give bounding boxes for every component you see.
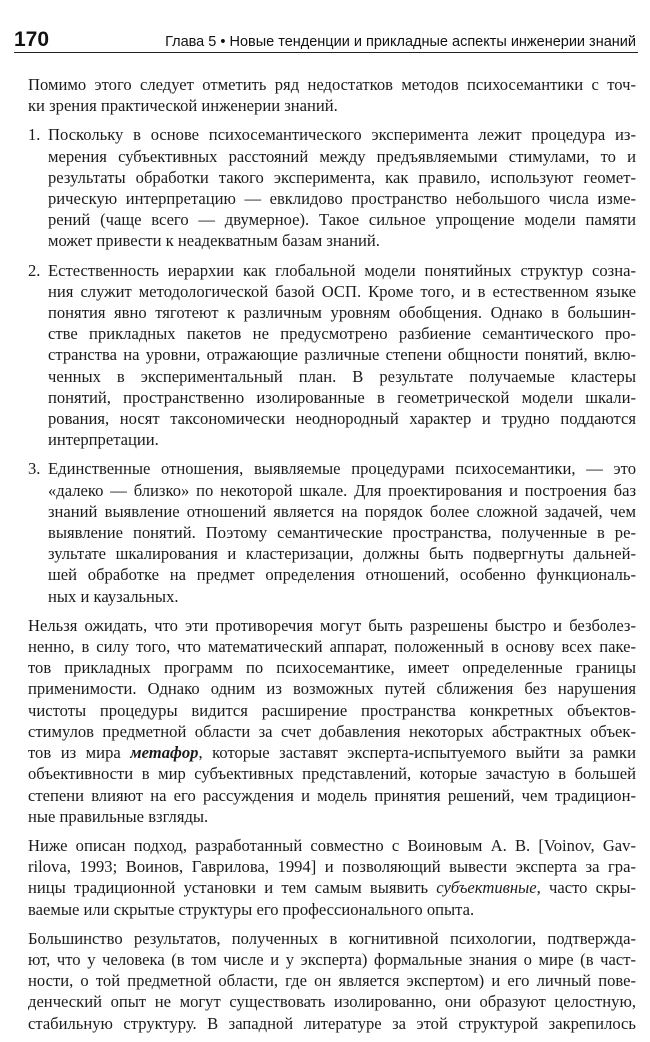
emphasis-term: метафор [130,743,199,763]
text-line: стимулов предметной области за счет добавления некоторых абстрактных объек- [28,721,636,741]
text-line: ности, о той предметной области, где он является экспертом) и его личный пове- [28,971,636,991]
text-line: Поскольку в основе психосемантического эксперимента лежит процедура из- [48,125,636,145]
text-line: ют, что у человека (в том числе и у эксперта) формальные знания о мире (в част- [28,949,636,969]
text-line: может привести к неадекватным базам знаний. [48,231,380,251]
text-line: рений (чаще всего — двумерное). Такое сильное упрощение модели памяти [48,210,636,230]
text-line: Большинство результатов, полученных в когнитивной психологии, подтвержда- [28,928,636,948]
emphasis-term: субъективные [436,878,537,898]
text-line: знаний выявление отношений является на порядок более сложной задачей, чем [48,501,636,521]
text-fragment: ницы традиционной установки и тем самым выявить [28,878,437,898]
running-title: Глава 5 • Новые тенденции и прикладные аспекты инженерии знаний [165,34,636,50]
text-line: стве прикладных пакетов не предусмотрено разбиение семантического про- [48,324,636,344]
text-line: рования, носят таксономически неоднородный характер и трудно поддаются [48,409,636,429]
text-line: Ниже описан подход, разработанный совместно с Воиновым А. В. [Voinov, Gav- [28,835,636,855]
text-fragment: , которые заставят эксперта-испытуемого выйти за рамки [198,743,636,763]
text-line: применимости. Однако одним из возможных путей сближения без нарушения [28,679,636,699]
text-line: «далеко — близко» по некоторой шкале. Для проектирования и построения баз [48,480,636,500]
voinov-paragraph [28,835,636,920]
text-line: ния служит методологической базой ОСП. Кроме того, и в естественном языке [48,281,636,301]
text-line: ненно, в силу того, что математический аппарат, положенный в основу всех паке- [28,637,636,657]
metaphor-paragraph [28,615,636,827]
body-text [28,74,636,1042]
text-line: понятия явно тяготеют к различным уровням обобщения. Однако в большин- [48,303,636,323]
text-line: Помимо этого следует отметить ряд недостатков методов психосемантики с точ- [28,75,636,94]
text-fragment: тов из мира [28,743,131,763]
text-line: результаты обработки такого эксперимента, как правило, используют геомет- [48,167,636,187]
text-line [28,742,636,763]
text-line: шей обработке на предмет определения отношений, особенно функциональ- [48,565,636,585]
text-line: тов прикладных программ по психосемантике, имеет определенные границы [28,658,636,678]
text-line: Естественность иерархии как глобальной модели понятийных структур созна- [48,260,636,280]
text-line: rilova, 1993; Воинов, Гаврилова, 1994] и позволяющий вывести эксперта за гра- [28,857,636,877]
text-line: мерения субъективных расстояний между предъявляемыми стимулами, то и [48,146,636,166]
text-line: Нельзя ожидать, что эти противоречия могут быть разрешены быстро и безболез- [28,615,636,635]
text-line: объективности в мир субъективных представлений, которые зачастую в большей [28,764,636,784]
text-line: ки зрения практической инженерии знаний. [28,96,338,116]
text-line: ваемые или скрытые структуры его профессионального опыта. [28,899,475,919]
list-number: 2. [28,260,41,280]
cognitive-paragraph [28,928,636,1034]
list-item-1 [28,124,636,251]
page-number: 170 [14,28,50,51]
text-line: странства на уровни, отражающие различные степени общности понятий, вклю- [48,345,636,365]
intro-paragraph [28,74,636,116]
list-number: 3. [28,459,41,479]
text-line: рическую интерпретацию — евклидово пространство небольшого числа изме- [48,189,636,209]
text-line: стабильную структуру. В западной литературе за этой структурой закрепилось [28,1013,636,1033]
text-line: ных и каузальных. [48,586,179,606]
list-item-3 [28,458,636,606]
text-line: степени влияют на его рассуждения и модель принятия решений, чем традицион- [28,785,636,805]
list-number: 1. [28,125,41,145]
text-line [28,877,636,898]
text-line: зультате шкалирования и кластеризации, должны быть подвергнуты дальней- [48,544,636,564]
text-line: Единственные отношения, выявляемые процедурами психосемантики, — это [48,459,636,479]
text-line: понятий, пространственно изолированные в геометрической модели шкали- [48,387,636,407]
text-line: интерпретации. [48,430,159,450]
text-line: ченных в экспериментальный план. В результате получаемые кластеры [48,366,636,386]
text-line: чистоты процедуры видится расширение пространства конкретных объектов- [28,700,636,720]
text-line: ные правильные взгляды. [28,806,209,826]
page-header [14,26,638,53]
list-item-2 [28,260,636,451]
text-line: денческий опыт не могут существовать изолированно, они образуют целостную, [28,992,636,1012]
text-line: выявление понятий. Поэтому семантические пространства, полученные в ре- [48,523,636,543]
text-fragment: , часто скры- [536,878,636,898]
